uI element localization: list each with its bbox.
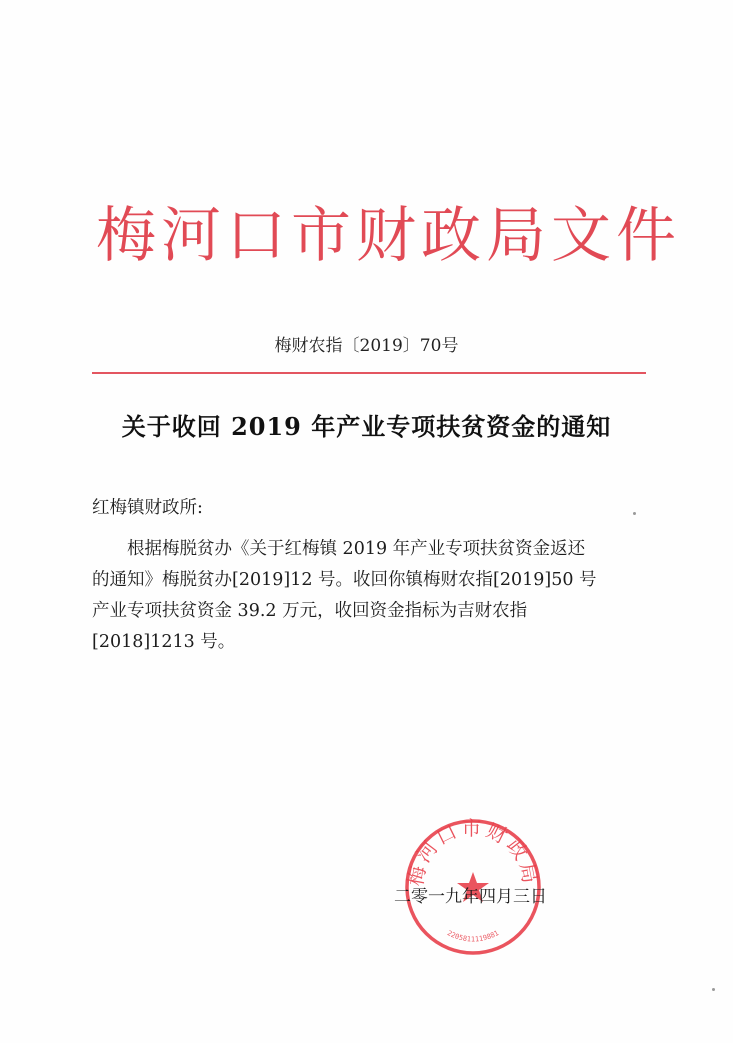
body-line: 根据梅脱贫办《关于红梅镇 2019 年产业专项扶贫资金返还 [127, 539, 586, 559]
scan-speck [633, 512, 636, 515]
document-date: 二零一九年四月三日 [394, 887, 547, 907]
body-line: [2018]1213 号。 [92, 632, 236, 652]
body-line: 产业专项扶贫资金 39.2 万元，收回资金指标为吉财农指 [92, 601, 528, 621]
header-divider [92, 372, 646, 374]
document-number: 梅财农指〔2019〕70号 [274, 336, 459, 356]
body-line: 的通知》梅脱贫办[2019]12 号。收回你镇梅财农指[2019]50 号 [92, 570, 597, 590]
scan-speck [712, 988, 715, 991]
notice-title: 关于收回 2019 年产业专项扶贫资金的通知 [121, 412, 612, 441]
seal-text: 梅河口市财政局 [403, 816, 543, 888]
svg-text:2205811119881 [446, 929, 500, 943]
notice-body [92, 534, 652, 658]
salutation: 红梅镇财政所: [92, 498, 203, 518]
document-header-title: 梅河口市财政局文件 [96, 201, 681, 271]
seal-serial: 2205811119881 [445, 929, 501, 944]
